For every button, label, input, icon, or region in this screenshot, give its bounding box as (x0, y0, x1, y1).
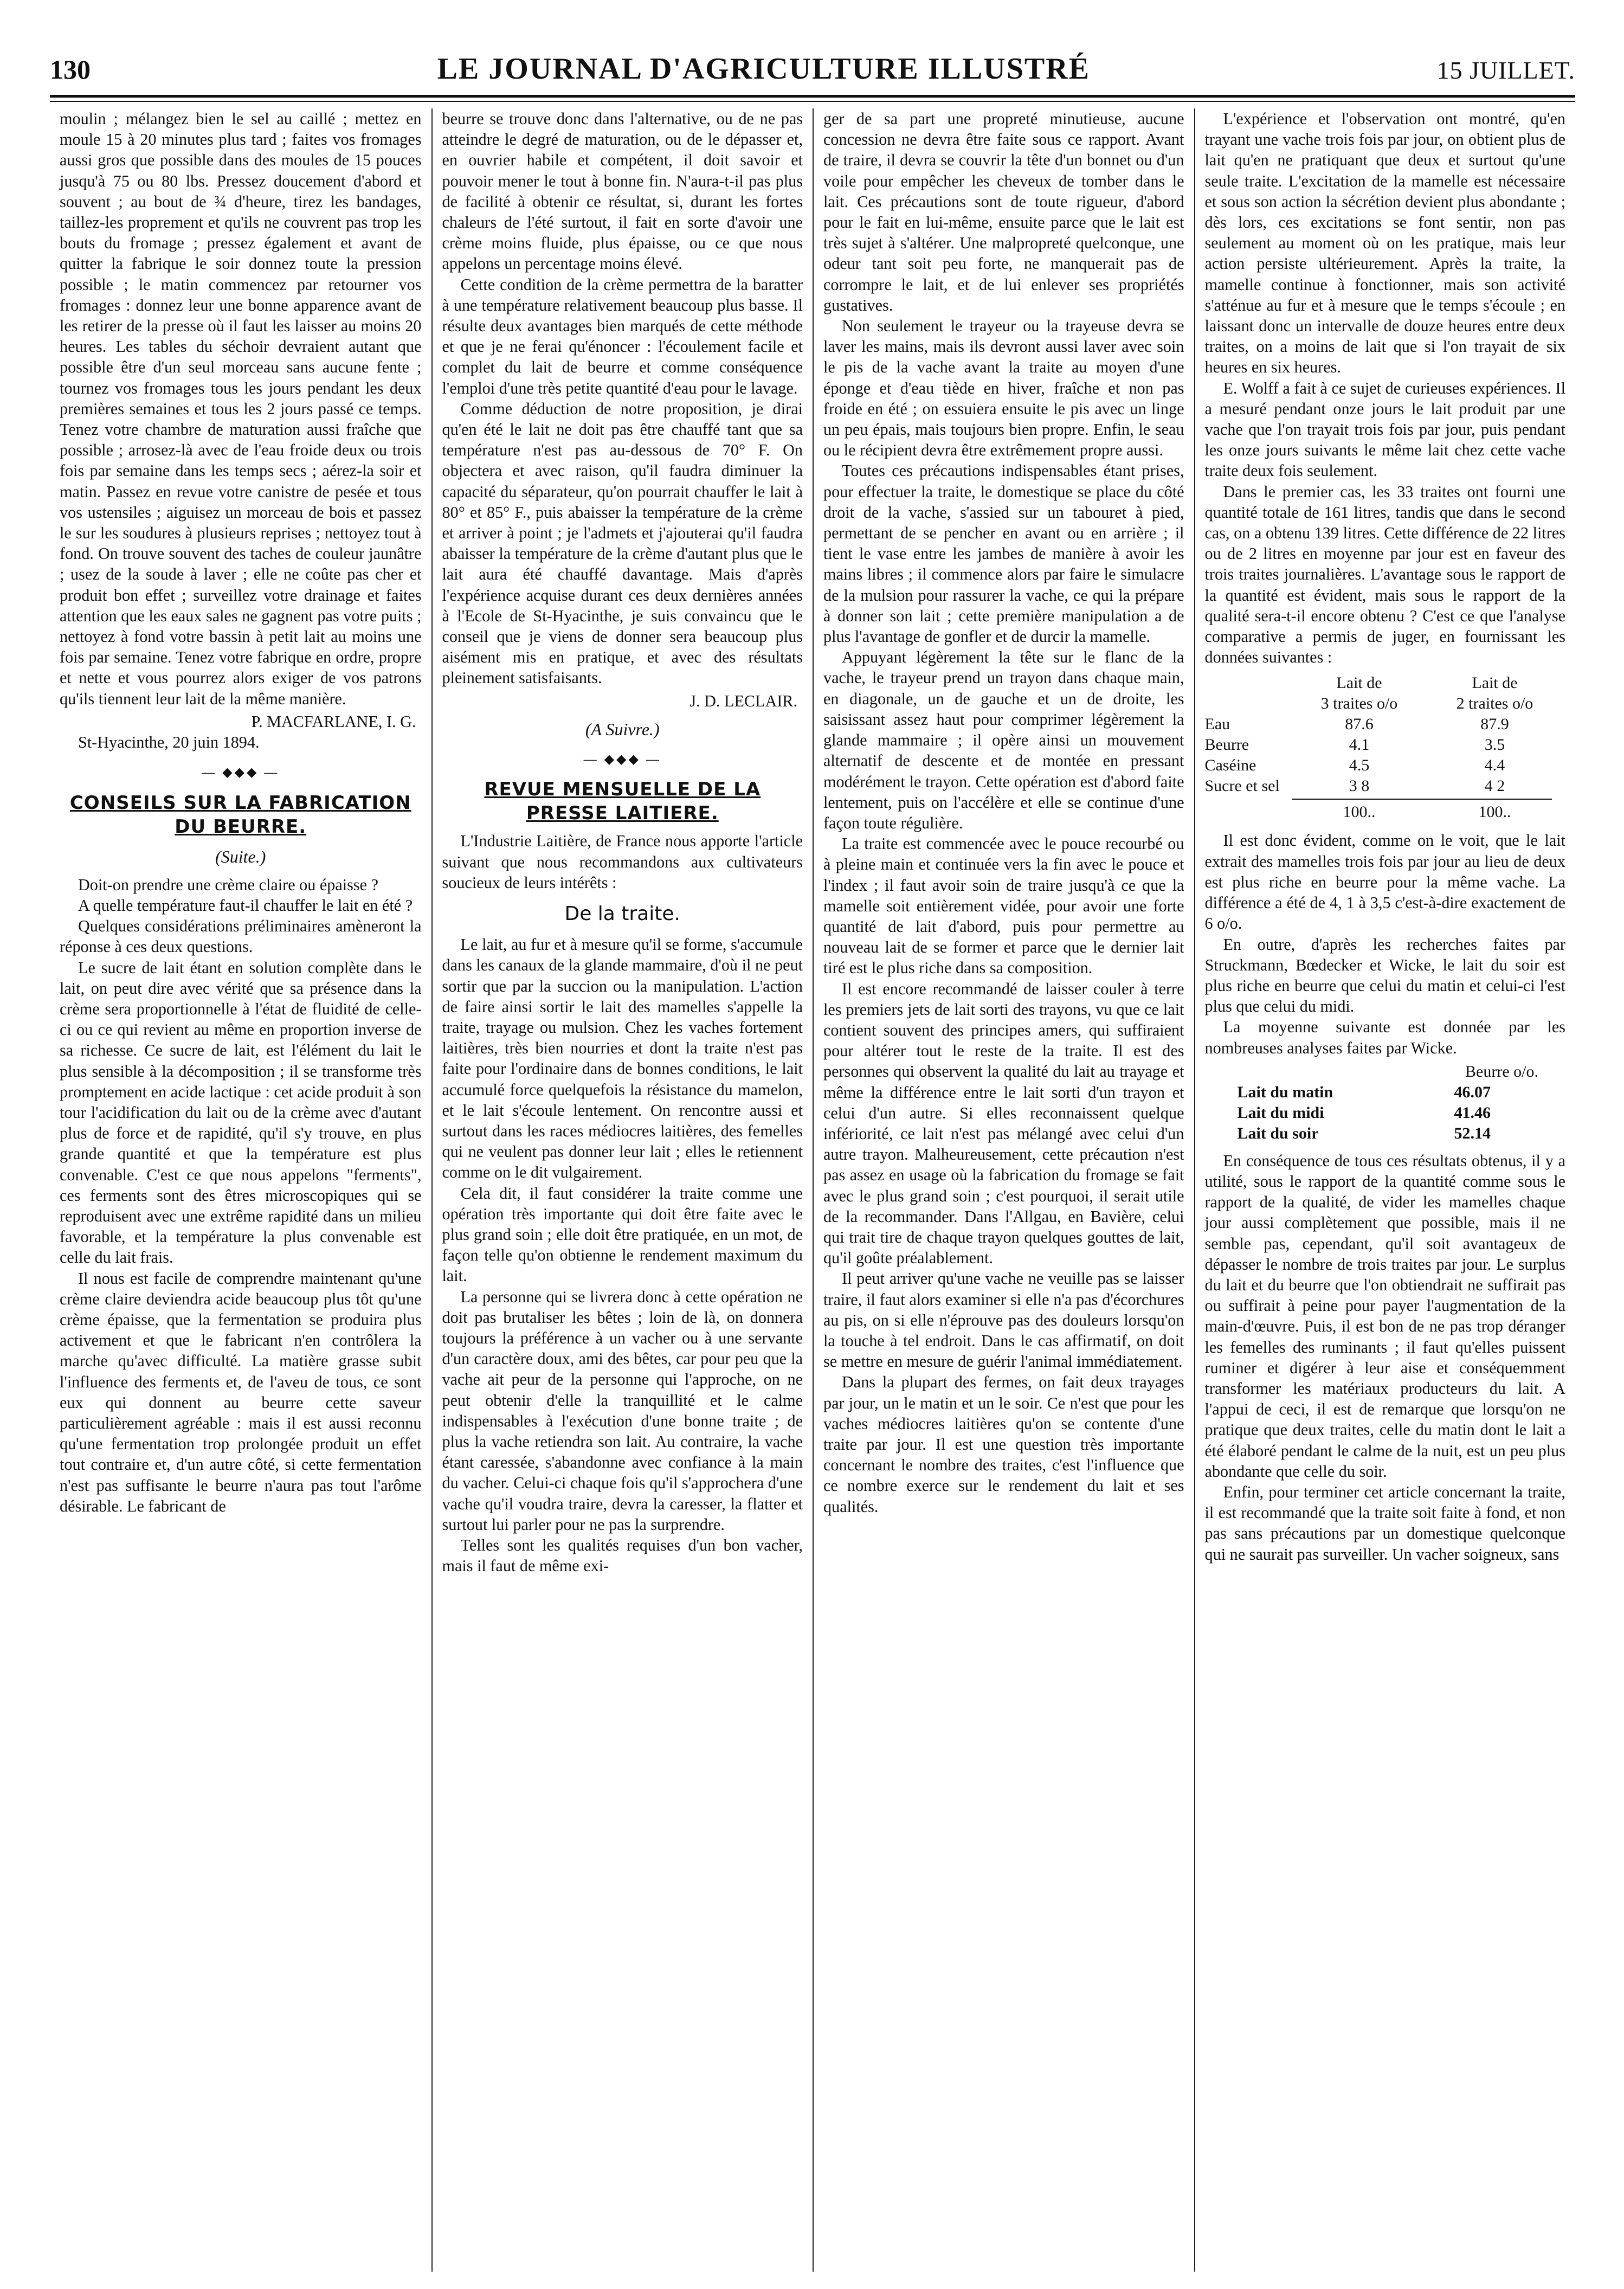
table-row (1205, 735, 1566, 755)
suite-label: (Suite.) (215, 846, 266, 866)
journal-title: LE JOURNAL D'AGRICULTURE ILLUSTRÉ (437, 52, 1090, 86)
table-total-row (1205, 802, 1566, 822)
masthead (50, 52, 1575, 89)
table-cell: 4 2 (1484, 777, 1505, 795)
table-cell: 87.6 (1345, 715, 1374, 734)
table-cell: 100.. (1478, 803, 1511, 821)
table-cell: 4.5 (1349, 756, 1370, 775)
paragraph: L'expérience et l'observation ont montré, qu'en trayant une vache trois fois par jour, on obtient plus de lait qu'en ne pratiquant que deux et surtout qu'une seule traite. L'excitation de la mamelle est nécessaire et sous son action la sécrétion devient plus abondante ; dès lors, ces excitations se font sentir, non pas seulement au moment où on les pratique, mais leur action persiste ultérieurement. Après la traite, la mamelle continue à fonctionner, mais son activité s'atténue au fur et à mesure que le temps s'écoule ; en laissant donc un intervalle de douze heures entre deux traites, on a moins de lait que si l'on trayait de six heures en six heures. (1204, 110, 1565, 377)
table-cell: Lait du midi (1237, 1103, 1324, 1122)
table-header: Beurre o/o. (1465, 1062, 1538, 1081)
paragraph: Le lait, au fur et à mesure qu'il se forme, s'accumule dans les canaux de la glande mammaire, d'où il ne peut sortir que par la succion ou la manipulation. L'action de faire ainsi sortir le lait des mamelles s'appelle la traite, trayage ou mulsion. Chez les vaches fortement laitières, très bien nourries et dont la traite n'est pas faite pour l'ordinaire dans de bonnes conditions, le lait accumulé force quelquefois la résistance du mamelon, et le lait s'écoule lentement. On rencontre aussi et surtout dans les races médiocres laitières, des femelles qui ne veulent pas donner leur lait ; elles le retiennent comme on le dit vulgairement. (442, 935, 803, 1182)
table-cell: 87.9 (1480, 715, 1509, 734)
table-row (1205, 1123, 1566, 1144)
paragraph: Le sucre de lait étant en solution complète dans le lait, on peut dire avec vérité que sa présence dans la crème sera proportionnelle à l'état de fluidité de celle-ci ou ce qui revient au même en proportion inverse de sa richesse. Ce sucre de lait, est l'élément du lait le plus sensible à la décomposition ; il se transforme très promptement en acide lactique : cet acide produit à son tour l'acidification du lait ou de la crème avec d'autant plus de force et de rapidité, qu'il s'y trouve, en plus grande quantité et que la température est plus convenable. C'est ce que nous appelons "ferments", ces ferments sont des êtres microscopiques qui se reproduisent avec une extrême rapidité dans un milieu favorable, et la température la plus convenable est celle du lait frais. (60, 958, 422, 1267)
table-row (1205, 776, 1566, 796)
table-cell: 3.5 (1484, 736, 1505, 754)
table-cell: Caséine (1204, 756, 1256, 775)
table-cell: Eau (1204, 715, 1230, 734)
section-heading: De la traite. (564, 902, 680, 925)
signature: P. MACFARLANE, I. G. (251, 712, 416, 731)
paragraph: Il est donc évident, comme on le voit, que le lait extrait des mamelles trois fois par jour au lieu de deux est plus riche en beurre pour la même vache. La différence a été de 4, 1 à 3,5 c'est-à-dire exactement de 6 o/o. (1204, 831, 1565, 933)
table-row (1205, 714, 1566, 735)
paragraph: Toutes ces précautions indispensables étant prises, pour effectuer la traite, le domestique se place du côté droit de la vache, s'assied sur un tabouret à pied, permettant de se pencher en avant ou en arrière ; il tient le vase entre les jambes de manière à avoir les mains libres ; il commence alors par faire le simulacre de la mulsion pour rassurer la vache, ce qui la prépare à donner son lait ; cette première manipulation a de plus l'avantage de gonfler et de durcir la mamelle. (823, 461, 1184, 646)
table-header: 3 traites o/o (1320, 695, 1398, 713)
paragraph: Il peut arriver qu'une vache ne veuille pas se laisser traire, il faut alors examiner si elle n'a pas d'écorchures au pis, on si elle n'éprouve pas des douleurs lorsqu'on la touche à tel endroit. Dans le cas affirmatif, on doit se mettre en mesure de guérir l'animal immédiatement. (823, 1269, 1184, 1371)
paragraph: Dans la plupart des fermes, on fait deux trayages par jour, un le matin et un le soir. Ce n'est que pour les vaches médiocres laitières qu'on se contente d'une traite par jour. Il est une question très importante concernant le nombre des traites, c'est l'influence que ce nombre exerce sur le rendement du lait et ses qualités. (823, 1373, 1184, 1516)
table-cell: Beurre (1204, 736, 1249, 754)
paragraph: Cette condition de la crème permettra de la baratter à une température relativement beaucoup plus basse. Il résulte deux avantages bien marqués de cette méthode et que je ne ferai qu'énoncer : l'écoulement facile et complet du lait de beurre et comme conséquence l'emploi d'une très petite quantité d'eau pour le lavage. (442, 275, 803, 397)
table-header: Lait de (1472, 674, 1518, 692)
place-date: St-Hyacinthe, 20 juin 1894. (78, 733, 260, 752)
paragraph: E. Wolff a fait à ce sujet de curieuses expériences. Il a mesuré pendant onze jours le lait produit par une vache que l'on trayait trois fois par jour, puis pendant les onze jours suivants le même lait chez cette vache traite deux fois seulement. (1204, 378, 1565, 480)
table-cell: 4.1 (1349, 736, 1370, 754)
paragraph: La moyenne suivante est donnée par les nombreuses analyses faites par Wicke. (1204, 1018, 1565, 1057)
table-row (1205, 1103, 1566, 1123)
table-cell: Sucre et sel (1204, 777, 1280, 795)
paragraph: En conséquence de tous ces résultats obtenus, il y a utilité, sous le rapport de la quantité comme sous le rapport de la qualité, de vider les mamelles chaque jour aussi complètement que possible, mais il ne semble pas, cependant, qu'il soit avantageux de dépasser le nombre de trois traites par jour. Le surplus du lait et du beurre que l'on obtiendrait ne suffirait pas ou suffirait à peine pour payer l'augmentation de la main-d'œuvre. Puis, il est bon de ne pas trop déranger les femelles des ruminants ; il faut qu'elles puissent ruminer et digérer à leur aise et conséquemment transformer les matériaux producteurs du lait. A l'appui de ceci, il est de remarque que lorsqu'on ne pratique que deux traites, celle du matin dont le lait a été élaboré pendant le calme de la nuit, est un peu plus abondante que celle du soir. (1204, 1151, 1565, 1481)
table-cell: 46.07 (1454, 1083, 1491, 1101)
suivre-label: (A Suivre.) (585, 719, 660, 739)
paragraph: Appuyant légèrement la tête sur le flanc de la vache, le trayeur prend un trayon dans chaque main, en diagonale, un de gauche et un de droite, les saisissant assez haut pour comprimer légèrement la glande mammaire ; il opère ainsi un mouvement alternatif de descente et de montée en pressant modérément le trayon. Cette opération est d'abord faite lentement, puis on l'accélère et elle se continue d'une façon toute régulière. (823, 648, 1184, 832)
article-title: CONSEILS SUR LA FABRICATION DU BEURRE. (69, 792, 411, 838)
article-title: REVUE MENSUELLE DE LA PRESSE LAITIERE. (484, 779, 761, 825)
table-cell: 41.46 (1454, 1103, 1491, 1122)
header-rule (50, 95, 1575, 98)
separator-ornament: — ◆◆◆ — (202, 766, 280, 780)
paragraph: L'Industrie Laitière, de France nous apporte l'article suivant que nous recommandons aux cultivateurs soucieux de leurs intérêts : (442, 832, 803, 892)
paragraph: Doit-on prendre une crème claire ou épaisse ? (78, 875, 379, 894)
paragraph: Non seulement le trayeur ou la trayeuse devra se laver les mains, mais ils devront aussi laver avec soin le pis de la vache avant la traite au moyen d'une éponge et d'eau tiède en hiver, fraîche et non pas froide en été ; on essuiera ensuite le pis avec un linge un peu épais, mais toujours bien propre. Enfin, le seau ou le récipient devra être extrêmement propre aussi. (823, 317, 1184, 460)
table-header: 2 traites o/o (1456, 695, 1533, 713)
issue-date: 15 JUILLET. (1436, 56, 1575, 84)
paragraph: Il est encore recommandé de laisser couler à terre les premiers jets de lait sorti des trayons, vu que ce lait contient souvent des principes amers, qui suffiraient pour altérer tout le reste de la traite. Il est des personnes qui observent la qualité du lait au trayage et même la différence entre le lait sorti d'un trayon et celui d'un autre. Si elles reconnaissent quelque infériorité, ce lait n'est pas mélangé avec celui d'un autre trayon. Malheureusement, cette précaution n'est pas assez en usage où la fabrication du fromage se fait avec le plus grand soin ; c'est pourquoi, il serait utile de la recommander. Dans l'Allgau, en Bavière, celui qui trait tire de chaque trayon quelques gouttes de lait, qu'il goûte préalablement. (823, 979, 1184, 1268)
milk-composition-table (1205, 673, 1566, 822)
paragraph: beurre se trouve donc dans l'alternative, ou de ne pas atteindre le degré de maturation, ou de le dépasser et, en ouvrier habile et compétent, il doit savoir et pouvoir mener le tout à bonne fin. N'aura-t-il pas plus de facilité à obtenir ce résultat, si, durant les fortes chaleurs de l'été surtout, il fait en sorte d'avoir une crème moins fluide, plus épaisse, ou ce que nous appelons un percentage moins élevé. (442, 110, 803, 273)
table-sum-rule (1292, 799, 1552, 800)
paragraph: Dans le premier cas, les 33 traites ont fourni une quantité totale de 161 litres, tandis que dans le second cas, on a obtenu 139 litres. Cette différence de 22 litres ou de 2 litres en moyenne par jour est en faveur des trois traites journalières. L'avantage sous le rapport de la quantité est évident, mais sous le rapport de la qualité sera-t-il encore obtenu ? C'est ce que l'analyse comparative a permis de juger, en fournissant les données suivantes : (1204, 482, 1565, 667)
signature: J. D. LECLAIR. (689, 691, 797, 710)
page-number: 130 (50, 54, 91, 85)
table-cell: 100.. (1343, 803, 1376, 821)
table-cell: 52.14 (1454, 1124, 1491, 1142)
paragraph: Enfin, pour terminer cet article concernant la traite, il est recommandé que la traite soit faite à fond, et non pas sans précautions par un domestique quelconque qui ne saurait pas surveiller. Un vacher soigneux, sans (1204, 1482, 1565, 1564)
table-cell: Lait du soir (1237, 1124, 1319, 1142)
column-1 (50, 108, 431, 2272)
column-2 (431, 108, 813, 2272)
column-3 (813, 108, 1194, 2272)
table-header-row (1205, 673, 1566, 693)
column-4 (1194, 108, 1576, 2272)
paragraph: A quelle température faut-il chauffer le lait en été ? (78, 896, 413, 915)
table-cell: Lait du matin (1237, 1083, 1333, 1101)
table-row (1205, 1082, 1566, 1103)
table-header: Lait de (1336, 674, 1382, 692)
paragraph: Cela dit, il faut considérer la traite comme une opération très importante qui doit être faite avec le plus grand soin ; elle doit être pratiquée, en un mot, de façon telle qu'on obtienne le rendement maximum du lait. (442, 1184, 803, 1285)
paragraph: En outre, d'après les recherches faites par Struckmann, Bœdecker et Wicke, le lait du soir est plus riche en beurre que celui du matin et celui-ci l'est plus que celui du midi. (1204, 935, 1565, 1016)
paragraph: La traite est commencée avec le pouce recourbé ou à pleine main et continuée vers la fin avec le pouce et l'index ; il faut avoir soin de traire jusqu'à ce que la mamelle soit entièrement vidée, pour avoir une forte quantité de lait d'abord, puis pour permettre au nouveau lait de se former et parce que le dernier lait tiré est le plus riche dans sa composition. (823, 834, 1184, 978)
table-cell: 4.4 (1484, 756, 1505, 775)
paragraph: Il nous est facile de comprendre maintenant qu'une crème claire deviendra acide beaucoup plus tôt qu'une crème épaisse, que la fermentation se produira plus activement et que le fabricant n'en contrôlera la marche qu'avec difficulté. La matière grasse subit l'influence des ferments et, de l'aveu de tous, ce sont eux qui donnent au beurre cette saveur particulièrement agréable : mais il est aussi reconnu qu'une fermentation trop prolongée produit un effet tout contraire et, d'un autre côté, si cette fermentation n'est pas suffisante le beurre n'aura pas tout l'arôme désirable. Le fabricant de (60, 1269, 422, 1515)
text-columns (50, 108, 1575, 2272)
paragraph: Comme déduction de notre proposition, je dirai qu'en été le lait ne doit pas être chauffé tant que sa température n'est pas au-dessous de 70° F. On objectera et avec raison, qu'il faudra diminuer la capacité du séparateur, qu'on pourrait chauffer le lait à 80° et 85° F., puis abaisser la température de la crème et arriver à point ; je l'admets et j'ajouterai qu'il faudra abaisser la température de la crème d'autant plus que le lait aura été chauffé davantage. Mais d'après l'expérience acquise durant ces deux dernières années à l'Ecole de St-Hyacinthe, je suis convaincu que le conseil que je viens de donner sera beaucoup plus aisément mis en pratique, et avec des résultats pleinement satisfaisants. (442, 399, 803, 687)
table-header-row (1205, 693, 1566, 714)
paragraph: moulin ; mélangez bien le sel au caillé ; mettez en moule 15 à 20 minutes plus tard ; faites vos fromages aussi gros que possible dans des moules de 15 pouces jusqu'à 75 ou 80 lbs. Pressez doucement d'abord et souvent ; au bout de ¾ d'heure, tirez les bandages, taillez-les proprement et qu'ils ne couvrent pas trop les bouts du fromage ; pressez également et avant de quitter la fabrique le soir donnez toute la pression possible ; le matin commencez par retourner vos fromages : donnez leur une bonne apparence avant de les retirer de la presse où il faut les laisser au moins 20 heures. Les tables du séchoir devraient autant que possible être d'un seul morceau sans aucune fente ; tournez vos fromages tous les jours pendant les deux premières semaines et tous les 2 jours passé ce temps. Tenez votre chambre de maturation aussi fraîche que possible ; arrosez-là avec de l'eau froide deux ou trois fois par semaine dans les temps secs ; aérez-la soir et matin. Passez en revue votre canistre de pesée et tous vos ustensiles ; aiguisez un morceau de bois et passez le sur les soudures à plusieurs reprises ; nettoyez tout à fond. On trouve souvent des taches de couleur jaunâtre ; usez de la soude à laver ; elle ne coûte pas cher et produit bon effet ; surveillez votre drainage et faites attention que les eaux sales ne gagnent pas votre puits ; nettoyez à fond votre bassin à petit lait au moins une fois par semaine. Tenez votre fabrique en ordre, propre et nette et vous pourrez alors exiger de vos patrons qu'ils tiennent leur lait de la même manière. (60, 110, 422, 708)
separator-ornament: — ◆◆◆ — (583, 753, 661, 767)
table-row (1205, 755, 1566, 776)
paragraph: Telles sont les qualités requises d'un bon vacher, mais il faut de même exi- (442, 1536, 803, 1576)
paragraph: ger de sa part une propreté minutieuse, aucune concession ne devra être faite sous ce rapport. Avant de traire, il devra se couvrir la tête d'un bonnet ou d'un voile pour empêcher les cheveux de tomber dans le lait. Ces précautions sont de toute rigueur, d'abord pour le fait en lui-même, ensuite parce que le lait est très sujet à s'altérer. Une malpropreté quelconque, une odeur tant soit peu forte, ne manquerait pas de corrompre le lait, et de lui enlever ses propriétés gustatives. (823, 110, 1184, 314)
paragraph: La personne qui se livrera donc à cette opération ne doit pas brutaliser les bêtes ; loin de là, on donnera toujours la préférence à un vacher ou à une servante d'un caractère doux, ami des bêtes, car pour peu que la vache ait peur de la personne qui l'approche, on ne peut obtenir d'elle la tranquillité et le calme indispensables à l'exécution d'une bonne traite ; de plus la vache retiendra son lait. Au contraire, la vache étant caressée, s'abandonne avec confiance à la main du vacher. Celui-ci chaque fois qu'il s'approchera d'une vache qu'il voudra traire, devra la caresser, la flatter et surtout lui parler pour ne pas la surprendre. (442, 1287, 803, 1534)
paragraph: Quelques considérations préliminaires amèneront la réponse à ces deux questions. (60, 917, 422, 956)
table-cell: 3 8 (1349, 777, 1370, 795)
wicke-table (1205, 1062, 1566, 1144)
header-rule-thin (50, 101, 1575, 102)
